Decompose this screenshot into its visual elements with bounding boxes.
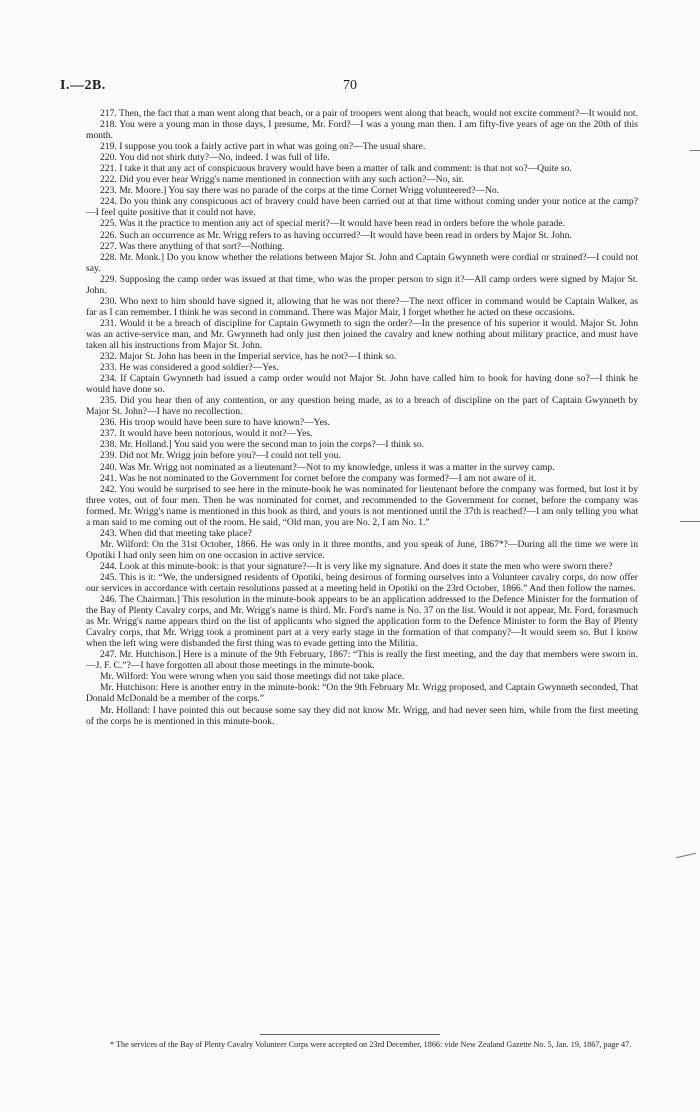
paragraph: 219. I suppose you took a fairly active part in what was going on?—The usual share. [100,141,426,153]
paragraph: 223. Mr. Moore.] You say there was no parade of the corps at the time Cornet Wrigg volunteered?—No. [100,185,500,197]
paragraph: 222. Did you ever hear Wrigg's name mentioned in connection with any such action?—No, sir. [100,174,464,186]
paragraph: 238. Mr. Holland.] You said you were the second man to join the corps?—I think so. [100,439,425,451]
paragraph: 241. Was he not nominated to the Government for cornet before the company was formed?—I am not aware of it. [100,472,537,484]
footnote-rule [260,1034,440,1035]
paragraph: 230. Who next to him should have signed it, allowing that he was not there?—The next officer in command would be Captain Walker, as far as I can remember. I think he was second in command. There was Major Mair, I forget whether he acted on these occasions. [86,295,638,318]
paragraph: 226. Such an occurrence as Mr. Wrigg refers to as having occurred?—It would have been read in orders by Major St. John. [100,229,572,241]
paragraph: 237. It would have been notorious, would it not?—Yes. [100,428,313,440]
paragraph: 227. Was there anything of that sort?—Nothing. [100,240,285,252]
paragraph: 231. Would it be a breach of discipline for Captain Gwynneth to sign the order?—In the presence of his superior it would. Major St. John was an active-service man, and Mr. Gwynneth had only just then joined the cavalry and knew nothing about military practice, and must have taken all his instructions from Major St. John. [86,317,638,351]
paragraph: Mr. Holland: I have pointed this out because some say they did not know Mr. Wrigg, and had never seen him, while from the first meeting of the corps he is mentioned in this minute-book. [86,704,638,727]
body-text [86,108,638,727]
paragraph: 232. Major St. John has been in the Imperial service, has he not?—I think so. [100,351,397,363]
paragraph: 240. Was Mr. Wrigg not nominated as a lieutenant?—Not to my knowledge, unless it was a matter in the survey camp. [100,461,555,473]
paragraph: 247. Mr. Hutchison.] Here is a minute of the 9th February, 1867: “This is really the first meeting, and the day that members were sworn in.—J. F. C.”?—I have forgotten all about those meetings in the minute-book. [86,649,638,672]
paragraph: 242. You would be surprised to see here in the minute-book he was nominated for lieutenant before the company was formed, but lost it by three votes, out of four men. Then he was nominated for cornet, and recommended to the Government for cornet, before the company was formed. Mr. Wrigg's name is mentioned in this book as third, and yours is not mentioned until the 37th is reached?—I am only telling you what a man said to me coming out of the room. He said, “Old man, you are No. 2, I am No. 1.” [86,483,638,528]
margin-mark [690,150,700,151]
paragraph: 225. Was it the practice to mention any act of special merit?—It would have been read in orders before the whole parade. [100,218,565,230]
margin-mark [676,853,696,858]
paragraph: 236. His troop would have been sure to have known?—Yes. [100,417,331,429]
paragraph: 246. The Chairman.] This resolution in the minute-book appears to be an application addressed to the Defence Minister for the formation of the Bay of Plenty Cavalry corps, and Mr. Wrigg's name is third. Mr. Ford's name is No. 37 on the list. Would it not appear, Mr. Ford, forasmuch as Mr. Wrigg's name appears third on the list of applicants who signed the application form to the Defence Minister to form the Bay of Plenty Cavalry corps, that Mr. Wrigg took a prominent part at a very early stage in the formation of that company?—It would seem so. But I know when the left wing were disbanded the first thing was to evade getting into the Militia. [86,594,638,650]
paragraph: 239. Did not Mr. Wrigg join before you?—I could not tell you. [100,450,341,462]
footnote: * The services of the Bay of Plenty Cavalry Volunteer Corps were accepted on 23rd December, 1866: vide New Zealand Gazette No. 5, Jan. 19, 1867, page 47. [110,1040,632,1049]
paragraph: 233. He was considered a good soldier?—Yes. [100,362,279,374]
paragraph: 229. Supposing the camp order was issued at that time, who was the proper person to sign it?—All camp orders were signed by Major St. John. [86,273,638,296]
paragraph: Mr. Hutchison: Here is another entry in the minute-book: “On the 9th February Mr. Wrigg proposed, and Captain Gwynneth seconded, That Donald McDonald be a member of the corps.” [86,682,638,705]
paragraph: 235. Did you hear then of any contention, or any question being made, as to a breach of discipline on the part of Captain Gwynneth by Major St. John?—I have no recollection. [86,395,638,418]
paragraph: Mr. Wilford: You were wrong when you said those meetings did not take place. [100,671,405,683]
paragraph: 218. You were a young man in those days, I presume, Mr. Ford?—I was a young man then. I am fifty-five years of age on the 20th of this month. [86,119,638,142]
paragraph: 224. Do you think any conspicuous act of bravery could have been carried out at that time without coming under your notice at the camp?—I feel quite positive that it could not have. [86,196,638,219]
paragraph: 221. I take it that any act of conspicuous bravery would have been a matter of talk and comment: is that not so?—Quite so. [100,163,572,175]
page-header [60,78,640,98]
paragraph: 244. Look at this minute-book: is that your signature?—It is very like my signature. And does it state the men who were sworn there? [100,560,613,572]
paragraph: 220. You did not shirk duty?—No, indeed. I was full of life. [100,152,330,164]
paragraph: 228. Mr. Monk.] Do you know whether the relations between Major St. John and Captain Gwynneth were cordial or strained?—I could not say. [86,251,638,274]
margin-mark [680,521,700,522]
paragraph: 243. When did that meeting take place? [100,527,252,539]
paragraph: 245. This is it: “We, the undersigned residents of Opotiki, being desirous of forming ourselves into a Volunteer cavalry corps, do now offer our services in accordance with certain resolutions passed at a meeting held in Opotiki on the 23rd October, 1866.” And then follow the names. [86,571,638,595]
paragraph: Mr. Wilford: On the 31st October, 1866. He was only in it three months, and you speak of June, 1867*?—During all the time we were in Opotiki I had only seen him on one occasion in active service. [86,538,638,561]
paragraph: 217. Then, the fact that a man went along that beach, or a pair of troopers went along that beach, would not excite comment?—It would not. [100,108,638,119]
document-reference: I.—2B. [60,78,106,93]
paragraph: 234. If Captain Gwynneth had issued a camp order would not Major St. John have called him to book for having done so?—I think he would have done so. [86,373,638,396]
page-number: 70 [343,78,357,93]
